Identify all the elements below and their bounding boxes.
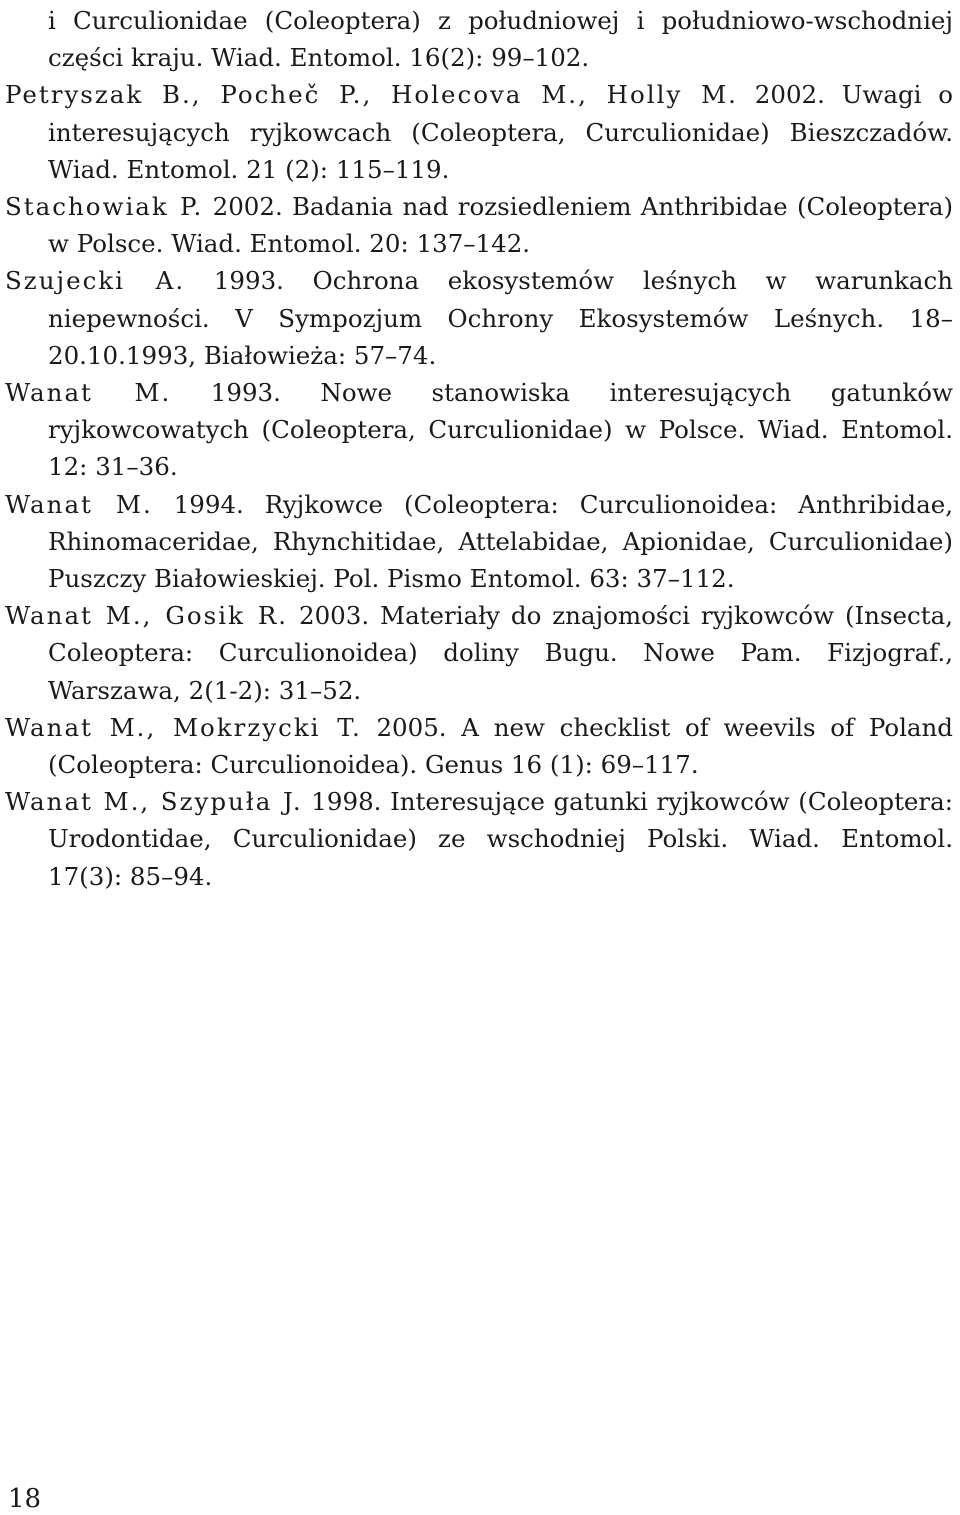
reference-entry-wanat-gosik-2003 — [5, 597, 953, 709]
reference-authors: Wanat M., Mokrzycki T. — [5, 712, 362, 742]
reference-text: 1998. Interesujące gatunki ryjkowców (Coleoptera: Urodontidae, Curculionidae) ze wschodniej Polski. Wiad. Entomol. 17(3): 85–94. — [48, 787, 954, 891]
reference-authors: Szujecki A. — [5, 266, 186, 296]
reference-text: 2003. Materiały do znajomości ryjkowców (Insecta, Coleoptera: Curculionoidea) doliny Bugu. Nowe Pam. Fizjograf., Warszawa, 2(1-2): 31–52. — [48, 601, 953, 705]
reference-entry-petryszak-2002 — [5, 76, 953, 188]
reference-entry-wanat-szypula-1998 — [5, 783, 953, 895]
reference-text: 1993. Nowe stanowiska interesujących gatunków ryjkowcowatych (Coleoptera, Curculionidae) w Polsce. Wiad. Entomol. 12: 31–36. — [48, 378, 953, 482]
reference-list — [5, 2, 953, 895]
reference-entry-wanat-mokrzycki-2005 — [5, 709, 953, 783]
reference-entry-stachowiak-2002 — [5, 188, 953, 262]
reference-authors: Wanat M. — [5, 489, 153, 519]
reference-authors: Wanat M., Szypuła J. — [5, 787, 303, 817]
reference-text: 2005. A new checklist of weevils of Poland (Coleoptera: Curculionoidea). Genus 16 (1): 69–117. — [48, 712, 953, 780]
reference-entry-szujecki-1993 — [5, 262, 953, 374]
page-number: 18 — [8, 1484, 42, 1514]
reference-text: i Curculionidae (Coleoptera) z południowej i południowo-wschodniej części kraju. Wiad. Entomol. 16(2): 99–102. — [48, 6, 953, 73]
reference-entry-wanat-1994 — [5, 486, 953, 598]
reference-text: 2002. Uwagi o interesujących ryjkowcach (Coleoptera, Curculionidae) Bieszczadów. Wiad. Entomol. 21 (2): 115–119. — [48, 80, 954, 184]
reference-entry-continued — [5, 2, 953, 76]
reference-text: 1994. Ryjkowce (Coleoptera: Curculionoidea: Anthribidae, Rhinomaceridae, Rhynchitidae, Attelabidae, Apionidae, Curculionidae) Puszczy Białowieskiej. Pol. Pismo Entomol. 63: 37–112. — [48, 489, 953, 594]
reference-text: 2002. Badania nad rozsiedleniem Anthribidae (Coleoptera) w Polsce. Wiad. Entomol. 20: 137–142. — [48, 192, 953, 259]
reference-text: 1993. Ochrona ekosystemów leśnych w warunkach niepewności. V Sympozjum Ochrony Ekosystemów Leśnych. 18–20.10.1993, Białowieża: 57–74. — [48, 266, 953, 370]
reference-authors: Wanat M., Gosik R. — [5, 601, 289, 631]
reference-entry-wanat-1993 — [5, 374, 953, 486]
reference-authors: Wanat M. — [5, 378, 172, 408]
reference-authors: Stachowiak P. — [5, 192, 204, 222]
reference-authors: Petryszak B., Pocheč P., Holecova M., Holly M. — [5, 80, 738, 110]
